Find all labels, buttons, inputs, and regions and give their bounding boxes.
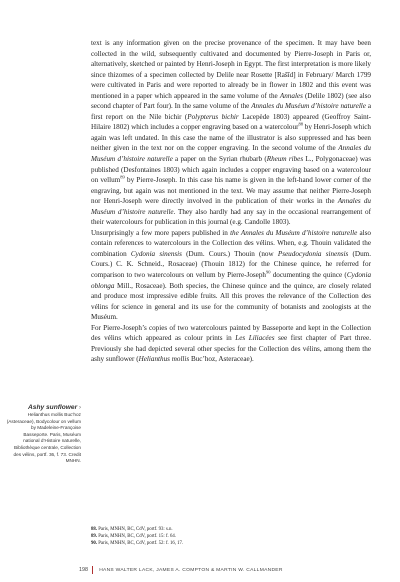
footnote: 88. Paris, MNHN, BC, CdV, portf. 93: s.n. [91,527,173,532]
footer-divider [92,566,93,574]
footnote: 90. Paris, MNHN, BC, CdV, portf. 52: f. 16, 17. [91,541,184,546]
paragraph-2: Unsurprisingly a few more papers published in the Annales du Muséum d’histoire naturelle also contain references to watercolours in the Collection des vélins. When, e.g. Thouin validated the combination Cydonia sinensis (Dum. Cours.) Thouin (now Pseudocydonia sinensis (Dum. Cours.) C. K. Schneid., Rosaceae) (Thouin 1812) for the Chinese quince, he referred for comparison to two watercolours on vellum by Pierre-Joseph$^{90}$ documenting the quince (Cydonia oblonga Mill., Rosaceae). Both species, the Chinese quince and the quince, are closely related and produce most impressive edible fruits. All this proves the relevance of the Collection des vélins for science in general and its use for the community of botanists and zoologists at the Muséum. [91,228,372,322]
paragraph-1: text is any information given on the precise provenance of the specimen. It may have been collected in the wild, subsequently cultivated and documented by Pierre-Joseph in Paris or, alternatively, sketched or painted by Henri-Joseph in Egypt. The first interpretation is more likely since thizomes of a specimen collected by Delile near Rosette [Rašīd] in February/ March 1799 were cultivated in Paris and were reported to already be in flower in 1802 and this event was mentioned in a paper which appeared in the same volume of the Annales (Delile 1802) (see also second chapter of Part four). In the same volume of the Annales du Muséum d’histoire naturelle a first report on the Nile bichir (Polypterus bichir Lacepède 1803) appeared (Geoffroy Saint-Hilaire 1802) which includes a copper engraving based on a watercolour$^{88}$ by Henri-Joseph which again was left undated. In this case the name of the illustrator is also suppressed and has been neither given in the text nor on the copper engraving. In the second volume of the Annales du Muséum d’histoire naturelle a paper on the Syrian rhubarb (Rheum ribes L., Polygonaceae) was published (Desfontaines 1803) which again includes a copper engraving based on a watercolour on vellum$^{89}$ by Pierre-Joseph. In this case his name is given in the left-hand lower corner of the engraving, but again was not mentioned in the text. We may assume that neither Pierre-Joseph nor Henri-Joseph were directly involved in the publication of their works in the Annales du Muséum d’histoire naturelle. They also hardly had any say in the occasional rearrangement of their watercolours for publication in this journal (e.g. Candolle 1803). [91,39,372,227]
figure-caption [6,404,81,465]
page-footer [30,565,370,575]
caption-body: Helianthus mollis Buc’hoz (Asteraceae), Bodycolour on vellum by Madeleine-Françoise Basseporte. Paris, Muséum national d’Histoire naturelle, Bibliothèque centrale, Collection des vélins, portf. 36, f. 73. Credit MNHN. [6,412,81,464]
page-number: 198 [79,567,88,573]
footnotes [91,526,371,547]
caption-title: Ashy sunflower › [28,404,81,411]
arrow-right-icon: › [79,405,81,411]
paragraph-3: For Pierre-Joseph’s copies of two watercolours painted by Basseporte and kept in the Collection des vélins which appeared as colour prints in Les Liliacées see first chapter of Part three. Previously she had depicted several other species for the Collection des vélins, among them the ashy sunflower (Helianthus mollis Buc’hoz, Asteraceae). [91,323,371,364]
footnote: 89. Paris, MNHN, BC, CdV, portf. 15: f. 64. [91,534,176,539]
running-head: HANS WALTER LACK, JAMES A. COMPTON & MARTIN W. CALLMANDER [99,567,283,573]
body-text [91,38,371,365]
